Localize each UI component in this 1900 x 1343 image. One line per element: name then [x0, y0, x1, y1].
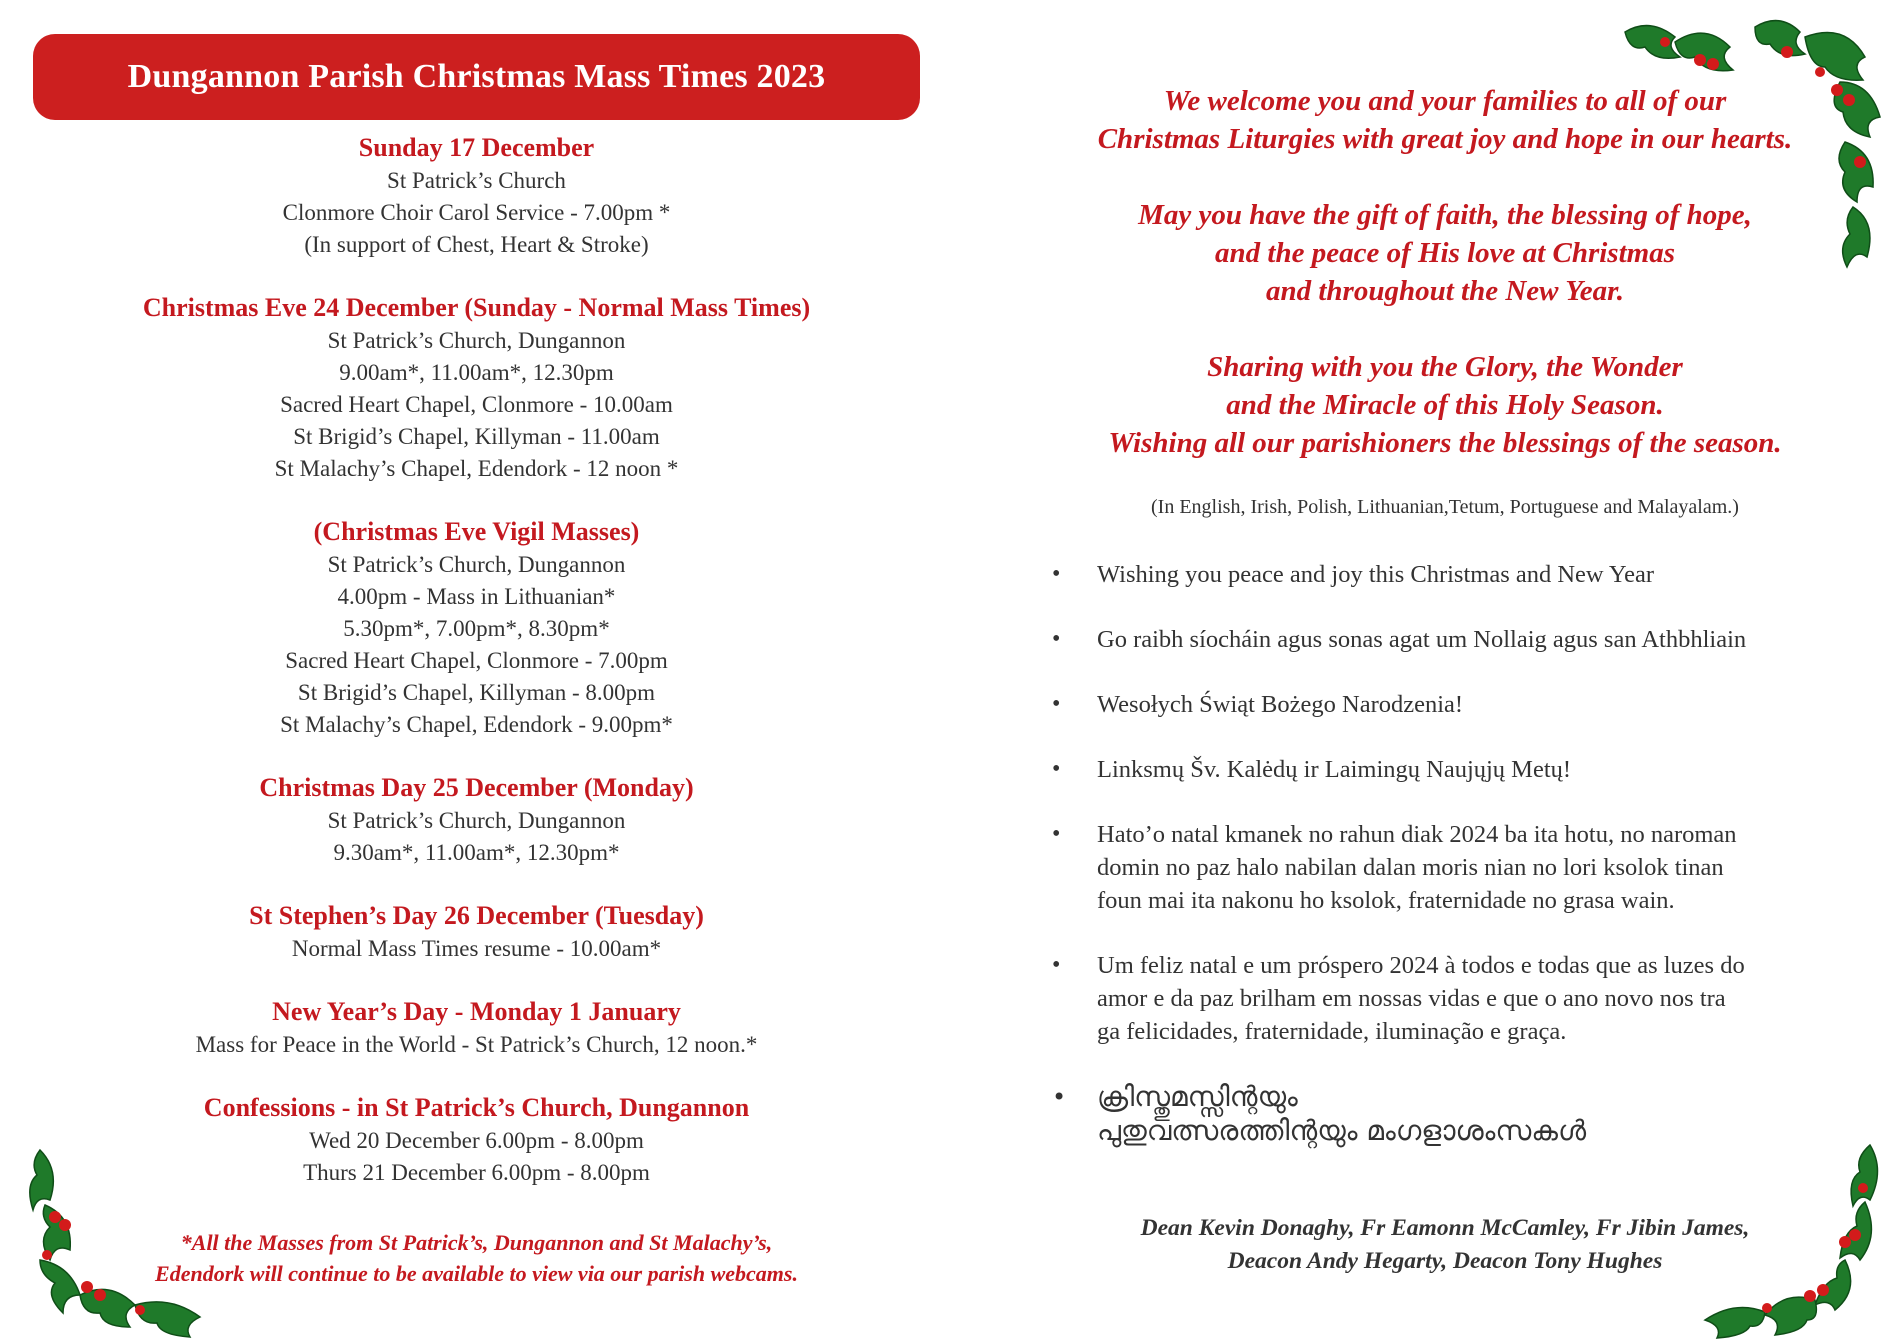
greeting-item: [1052, 949, 1832, 1048]
schedule-line: Normal Mass Times resume - 10.00am*: [291, 936, 662, 961]
schedule-line: Mass for Peace in the World - St Patrick’s Church, 12 noon.*: [195, 1032, 758, 1057]
schedule-line: Sacred Heart Chapel, Clonmore - 7.00pm: [285, 648, 668, 673]
schedule-section: [0, 995, 953, 1061]
welcome-line: and throughout the New Year.: [1265, 275, 1625, 307]
schedule-line: St Malachy’s Chapel, Edendork - 12 noon *: [274, 456, 679, 481]
section-heading: New Year’s Day - Monday 1 January: [272, 997, 681, 1026]
schedule-line: St Brigid’s Chapel, Killyman - 8.00pm: [297, 680, 656, 705]
greeting-line: Wishing you peace and joy this Christmas and New Year: [1097, 561, 1654, 588]
greeting-line: foun mai ita nakonu ho ksolok, fraternidade no grasa wain.: [1097, 887, 1675, 914]
schedule-line: St Malachy’s Chapel, Edendork - 9.00pm*: [280, 712, 673, 737]
schedule-section: [0, 515, 953, 741]
bullet-icon: •: [1052, 952, 1061, 978]
greeting-line: പുതുവത്സരത്തിന്റയും മംഗളാശംസകൾ: [1097, 1114, 1587, 1147]
page-title: Dungannon Parish Christmas Mass Times 2023: [127, 58, 826, 95]
welcome-line: Wishing all our parishioners the blessings of the season.: [1108, 427, 1782, 459]
holly-bottom-right-icon: [1695, 1140, 1890, 1340]
greeting-line: Wesołych Świąt Bożego Narodzenia!: [1097, 691, 1464, 718]
greeting-line: domin no paz halo nabilan dalan moris nian no lori ksolok tinan: [1097, 854, 1724, 881]
greeting-line: ക്രിസ്തുമസ്സിന്റയും: [1097, 1080, 1298, 1113]
section-heading: Sunday 17 December: [358, 133, 595, 162]
schedule-line: 9.00am*, 11.00am*, 12.30pm: [339, 360, 614, 385]
bullet-icon: •: [1052, 691, 1061, 717]
welcome-line: and the peace of His love at Christmas: [1215, 237, 1675, 269]
greeting-line: ga felicidades, fraternidade, iluminação e graça.: [1097, 1018, 1567, 1045]
section-heading: St Stephen’s Day 26 December (Tuesday): [249, 901, 704, 930]
greeting-item: [1052, 818, 1832, 917]
signature-line: Deacon Andy Hegarty, Deacon Tony Hughes: [1227, 1248, 1663, 1274]
schedule-line: St Brigid’s Chapel, Killyman - 11.00am: [293, 424, 660, 449]
schedule-line: St Patrick’s Church, Dungannon: [327, 328, 626, 353]
schedule-line: St Patrick’s Church, Dungannon: [327, 808, 626, 833]
schedule-section: [0, 131, 953, 261]
page-title-banner: [33, 34, 920, 120]
welcome-line: and the Miracle of this Holy Season.: [1226, 389, 1664, 421]
signature-line: Dean Kevin Donaghy, Fr Eamonn McCamley, Fr Jibin James,: [1140, 1215, 1750, 1241]
welcome-paragraph: [1040, 348, 1850, 462]
bullet-icon: •: [1052, 561, 1061, 587]
welcome-line: We welcome you and your families to all of our: [1163, 85, 1727, 117]
welcome-line: Christmas Liturgies with great joy and hope in our hearts.: [1097, 123, 1793, 155]
bullet-icon: •: [1052, 1083, 1067, 1111]
section-heading: Confessions - in St Patrick’s Church, Dungannon: [203, 1093, 750, 1122]
schedule-line: 4.00pm - Mass in Lithuanian*: [337, 584, 616, 609]
greeting-item: [1052, 623, 1832, 656]
greeting-line: amor e da paz brilham em nossas vidas e que o ano novo nos tra: [1097, 985, 1726, 1012]
greetings-list: [1052, 558, 1832, 1180]
schedule-section: [0, 291, 953, 485]
webcam-note-line: *All the Masses from St Patrick’s, Dungannon and St Malachy’s,: [180, 1230, 773, 1255]
holly-top-right-icon: [1605, 12, 1890, 282]
section-heading: Christmas Day 25 December (Monday): [259, 773, 694, 802]
schedule-line: St Patrick’s Church: [387, 168, 566, 193]
schedule-line: 5.30pm*, 7.00pm*, 8.30pm*: [343, 616, 610, 641]
mass-schedule: [0, 131, 953, 1219]
welcome-line: Sharing with you the Glory, the Wonder: [1207, 351, 1683, 383]
greeting-line: Go raibh síocháin agus sonas agat um Nollaig agus san Athbhliain: [1097, 626, 1747, 653]
schedule-line: Clonmore Choir Carol Service - 7.00pm *: [282, 200, 671, 225]
section-heading: Christmas Eve 24 December (Sunday - Normal Mass Times): [142, 293, 811, 322]
greeting-item: [1052, 688, 1832, 721]
greeting-line: Linksmų Šv. Kalėdų ir Laimingų Naujųjų Metų!: [1097, 756, 1572, 783]
bullet-icon: •: [1052, 821, 1061, 847]
webcam-note-line: Edendork will continue to be available to view via our parish webcams.: [155, 1261, 798, 1286]
schedule-line: St Patrick’s Church, Dungannon: [327, 552, 626, 577]
bullet-icon: •: [1052, 626, 1061, 652]
bullet-icon: •: [1052, 756, 1061, 782]
greeting-item: [1052, 753, 1832, 786]
schedule-section: [0, 899, 953, 965]
welcome-line: May you have the gift of faith, the blessing of hope,: [1138, 199, 1752, 231]
schedule-line: 9.30am*, 11.00am*, 12.30pm*: [333, 840, 620, 865]
schedule-line: Thurs 21 December 6.00pm - 8.00pm: [303, 1160, 650, 1185]
languages-note: (In English, Irish, Polish, Lithuanian,Tetum, Portuguese and Malayalam.): [1151, 496, 1739, 518]
schedule-line: Sacred Heart Chapel, Clonmore - 10.00am: [280, 392, 673, 417]
schedule-line: Wed 20 December 6.00pm - 8.00pm: [309, 1128, 644, 1153]
schedule-line: (In support of Chest, Heart & Stroke): [304, 232, 649, 257]
section-heading: (Christmas Eve Vigil Masses): [313, 517, 640, 546]
greeting-line: Um feliz natal e um próspero 2024 à todos e todas que as luzes do: [1097, 952, 1745, 979]
schedule-section: [0, 771, 953, 869]
greeting-item: [1052, 1080, 1832, 1148]
greeting-item: [1052, 558, 1832, 591]
holly-bottom-left-icon: [25, 1145, 215, 1340]
greeting-line: Hato’o natal kmanek no rahun diak 2024 ba ita hotu, no naroman: [1097, 821, 1737, 848]
